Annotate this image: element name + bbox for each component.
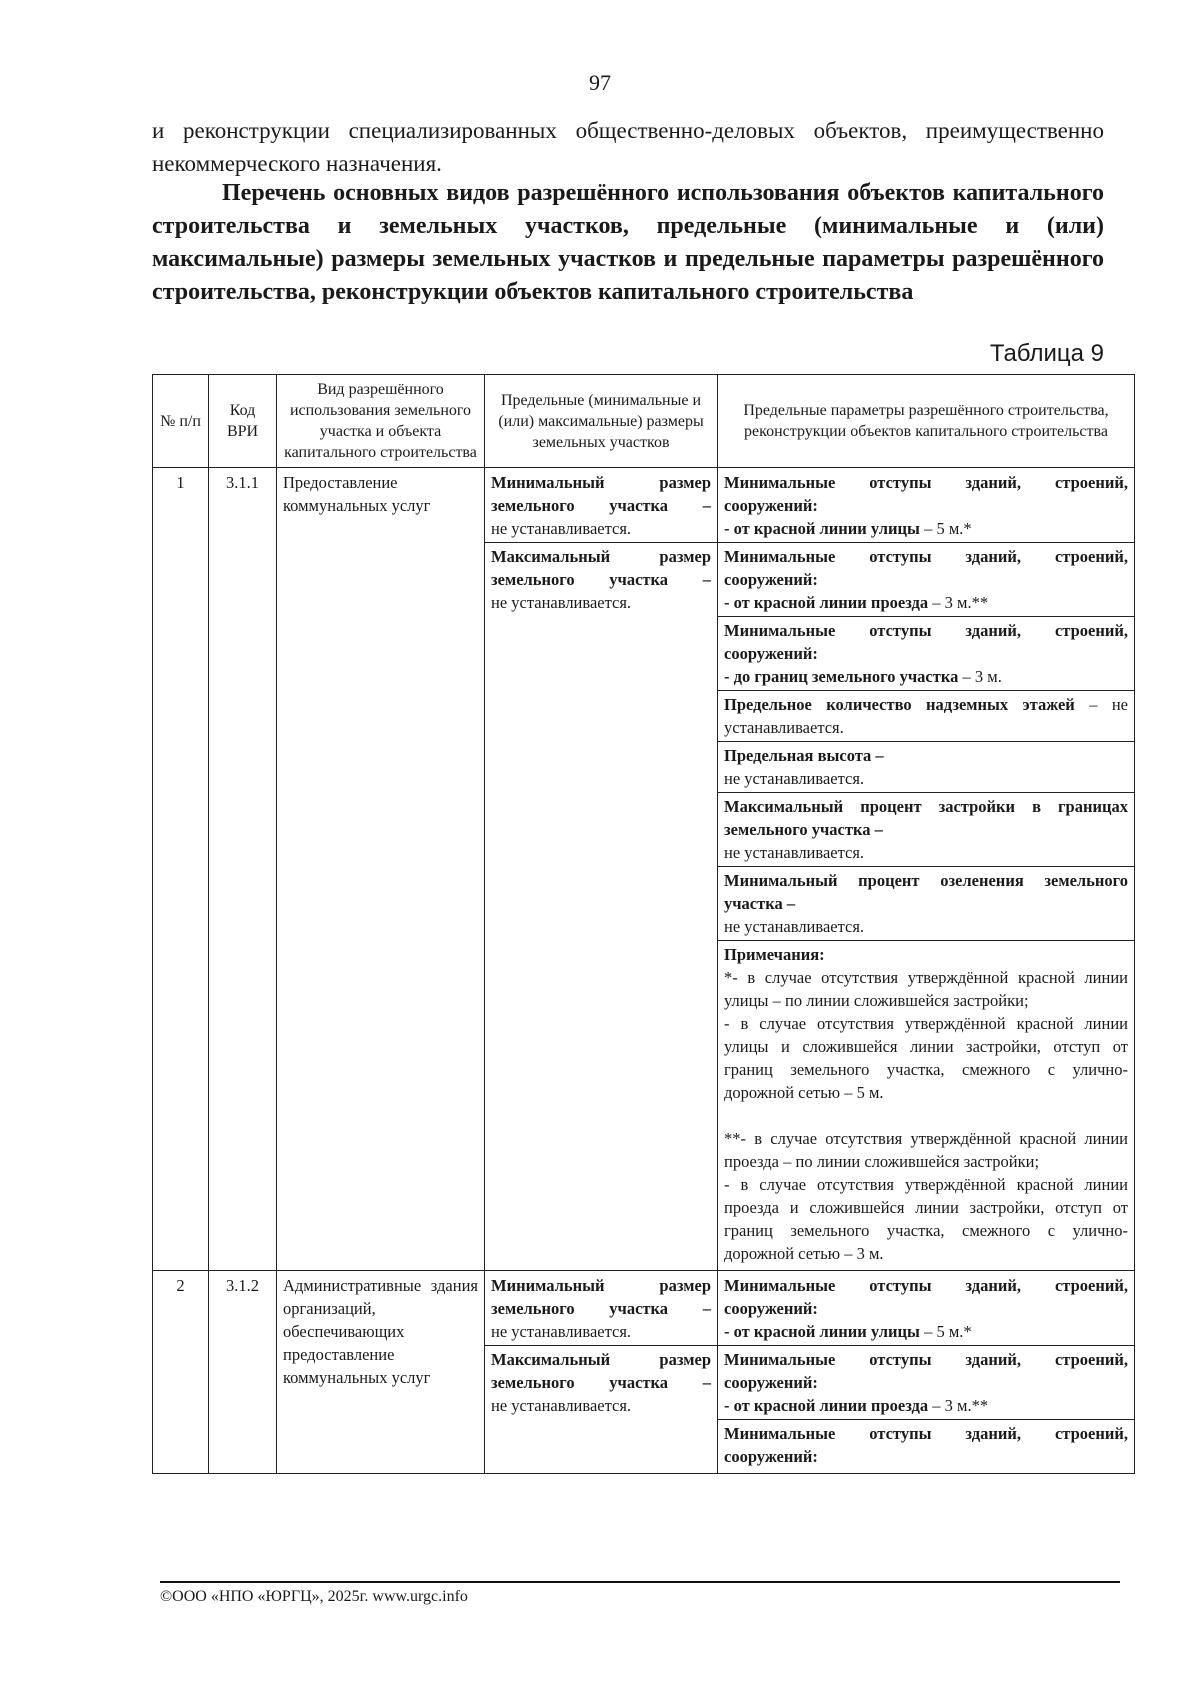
row-params bbox=[718, 468, 1135, 1271]
header-use: Вид разрешённого использования земельного участка и объекта капитального строительства bbox=[277, 375, 485, 468]
param-line-bold: - от красной линии проезда bbox=[724, 1396, 929, 1415]
header-params: Предельные параметры разрешённого строительства, реконструкции объектов капитального строительства bbox=[718, 375, 1135, 468]
table-row bbox=[153, 1271, 1135, 1474]
param-line-bold: - от красной линии проезда bbox=[724, 593, 929, 612]
param-label: Предельное количество надземных этажей bbox=[724, 695, 1075, 714]
row-sizes bbox=[485, 1271, 718, 1474]
note-paragraph: **- в случае отсутствия утверждённой красной линии проезда – по линии сложившейся застройки; bbox=[724, 1129, 1128, 1171]
param-block bbox=[718, 691, 1134, 742]
param-label: Минимальные отступы зданий, строений, сооружений: bbox=[724, 1276, 1128, 1318]
param-value: – не устанавливается. bbox=[724, 695, 1128, 737]
param-label: Минимальные отступы зданий, строений, сооружений: bbox=[724, 1424, 1128, 1466]
param-line-bold: - от красной линии улицы bbox=[724, 519, 920, 538]
row-code: 3.1.2 bbox=[209, 1271, 277, 1474]
table-heading: Перечень основных видов разрешённого использования объектов капитального строительства и земельных участков, предельные (минимальные и (или) максимальные) размеры земельных участков и предельные параметры разрешённого строительства, реконструкции объектов капитального строительства bbox=[152, 180, 1104, 305]
param-block bbox=[718, 1346, 1134, 1420]
note-paragraph: - в случае отсутствия утверждённой красной линии проезда и сложившейся линии застройки, отступ от границ земельного участка, смежного с улично-дорожной сетью – 3 м. bbox=[724, 1175, 1128, 1263]
row-sizes bbox=[485, 468, 718, 1271]
row-params bbox=[718, 1271, 1135, 1474]
header-sizes: Предельные (минимальные и (или) максимальные) размеры земельных участков bbox=[485, 375, 718, 468]
header-code: Код ВРИ bbox=[209, 375, 277, 468]
row-use: Административные здания организаций, обеспечивающих предоставление коммунальных услуг bbox=[277, 1271, 485, 1474]
param-block bbox=[718, 742, 1134, 793]
notes-block bbox=[718, 941, 1134, 1267]
footer-divider bbox=[160, 1581, 1120, 1583]
intro-text: и реконструкции специализированных общественно-деловых объектов, преимущественно некоммерческого назначения. bbox=[152, 118, 1104, 176]
size-max-value: не устанавливается. bbox=[491, 593, 632, 612]
param-block bbox=[718, 793, 1134, 867]
param-line-bold: - от красной линии улицы bbox=[724, 1322, 920, 1341]
note-paragraph: *- в случае отсутствия утверждённой красной линии улицы – по линии сложившейся застройки; bbox=[724, 968, 1128, 1010]
param-line bbox=[724, 1320, 1128, 1343]
size-min-value: не устанавливается. bbox=[491, 1322, 632, 1341]
size-block bbox=[485, 543, 717, 616]
param-line bbox=[724, 517, 1128, 540]
header-num: № п/п bbox=[153, 375, 209, 468]
size-max-value: не устанавливается. bbox=[491, 1396, 632, 1415]
param-value: не устанавливается. bbox=[724, 917, 865, 936]
param-label: Минимальные отступы зданий, строений, сооружений: bbox=[724, 621, 1128, 663]
param-block bbox=[718, 867, 1134, 941]
size-block bbox=[485, 471, 717, 543]
size-max-label: Максимальный размер земельного участка – bbox=[491, 1350, 711, 1392]
param-block bbox=[718, 471, 1134, 543]
param-label: Предельная высота – bbox=[724, 746, 884, 765]
row-number: 1 bbox=[153, 468, 209, 1271]
size-min-label: Минимальный размер земельного участка – bbox=[491, 1276, 711, 1318]
param-label: Минимальные отступы зданий, строений, сооружений: bbox=[724, 473, 1128, 515]
table-header-row bbox=[153, 375, 1135, 468]
param-line-value: – 3 м.** bbox=[928, 593, 989, 612]
param-line-bold: - до границ земельного участка bbox=[724, 667, 959, 686]
param-label: Минимальные отступы зданий, строений, сооружений: bbox=[724, 1350, 1128, 1392]
param-block bbox=[718, 543, 1134, 617]
param-line-value: – 5 м.* bbox=[919, 1322, 972, 1341]
table-row bbox=[153, 468, 1135, 1271]
zoning-table bbox=[152, 374, 1135, 1474]
param-value: не устанавливается. bbox=[724, 843, 865, 862]
size-min-label: Минимальный размер земельного участка – bbox=[491, 473, 711, 515]
table-caption: Таблица 9 bbox=[989, 340, 1104, 367]
param-value: не устанавливается. bbox=[724, 769, 865, 788]
param-label: Минимальный процент озеленения земельного участка – bbox=[724, 871, 1128, 913]
param-block bbox=[718, 1274, 1134, 1346]
row-code: 3.1.1 bbox=[209, 468, 277, 1271]
param-block bbox=[718, 1420, 1134, 1470]
param-line-value: – 5 м.* bbox=[919, 519, 972, 538]
param-line bbox=[724, 665, 1128, 688]
row-number: 2 bbox=[153, 1271, 209, 1474]
param-line-value: – 3 м. bbox=[958, 667, 1002, 686]
param-label: Максимальный процент застройки в границах земельного участка – bbox=[724, 797, 1128, 839]
note-paragraph: - в случае отсутствия утверждённой красной линии улицы и сложившейся линии застройки, отступ от границ земельного участка, смежного с улично-дорожной сетью – 5 м. bbox=[724, 1014, 1128, 1102]
page-number: 97 bbox=[589, 70, 611, 95]
param-line-value: – 3 м.** bbox=[928, 1396, 989, 1415]
size-min-value: не устанавливается. bbox=[491, 519, 632, 538]
param-line bbox=[724, 1394, 1128, 1417]
size-block bbox=[485, 1274, 717, 1346]
notes-title: Примечания: bbox=[724, 945, 825, 964]
param-label: Минимальные отступы зданий, строений, сооружений: bbox=[724, 547, 1128, 589]
row-use: Предоставление коммунальных услуг bbox=[277, 468, 485, 1271]
param-line bbox=[724, 591, 1128, 614]
param-block bbox=[718, 617, 1134, 691]
footer-copyright: ©ООО «НПО «ЮРГЦ», 2025г. www.urgc.info bbox=[160, 1588, 468, 1605]
size-max-label: Максимальный размер земельного участка – bbox=[491, 547, 711, 589]
size-block bbox=[485, 1346, 717, 1419]
